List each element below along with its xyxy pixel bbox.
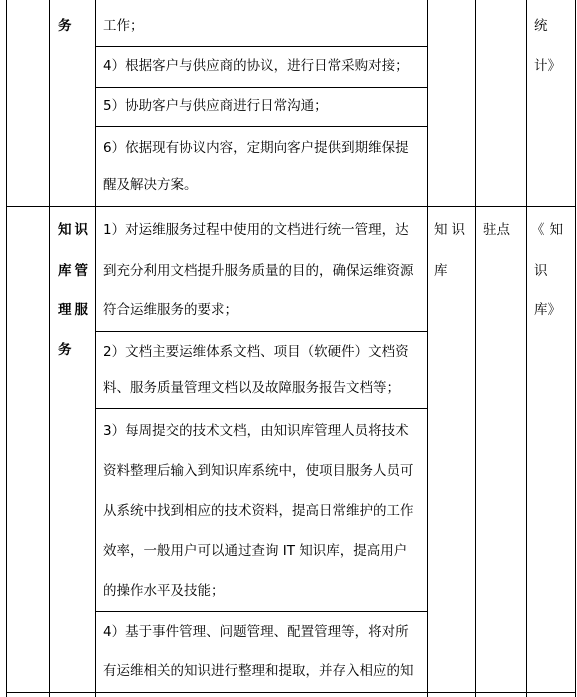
- service-mode-text: 驻点: [483, 222, 510, 238]
- service-item-text: 醒及解决方案。: [103, 177, 198, 193]
- service-item-text: 2）文档主要运维体系文档、项目（软硬件）文档资: [103, 344, 409, 360]
- service-category-label: 理服: [58, 302, 91, 318]
- deliverable-text: 《知: [531, 222, 568, 238]
- service-item-text: 4）根据客户与供应商的协议，进行日常采购对接；: [103, 58, 409, 74]
- table-bottom-border: [6, 692, 576, 693]
- service-item-text: 从系统中找到相应的技术资料，提高日常维护的工作: [103, 503, 414, 519]
- row-border: [95, 46, 428, 47]
- section-border: [6, 206, 576, 207]
- service-item-text: 5）协助客户与供应商进行日常沟通；: [103, 98, 328, 114]
- service-category-label: 务: [58, 18, 75, 34]
- service-category-label: 知识: [58, 222, 91, 238]
- deliverable-text: 计》: [534, 58, 561, 74]
- col-border-5: [475, 0, 476, 697]
- service-item-text: 工作；: [103, 18, 144, 34]
- resource-text: 知识: [434, 222, 469, 238]
- service-item-text: 到充分利用文档提升服务质量的目的，确保运维资源: [103, 263, 414, 279]
- col-border-3: [95, 0, 96, 697]
- col-border-4: [427, 0, 428, 697]
- col-border-7: [575, 0, 576, 697]
- service-item-text: 效率，一般用户可以通过查询 IT 知识库，提高用户: [103, 543, 408, 559]
- deliverable-text: 统: [534, 18, 548, 34]
- resource-text: 库: [434, 263, 448, 279]
- service-item-text: 6）依据现有协议内容，定期向客户提供到期维保提: [103, 140, 409, 156]
- col-border-1: [6, 0, 7, 697]
- service-item-text: 有运维相关的知识进行整理和提取，并存入相应的知: [103, 663, 414, 679]
- service-item-text: 的操作水平及技能；: [103, 583, 225, 599]
- col-border-6: [526, 0, 527, 697]
- service-item-text: 符合运维服务的要求；: [103, 302, 238, 318]
- service-item-text: 1）对运维服务过程中使用的文档进行统一管理，达: [103, 222, 409, 238]
- deliverable-text: 识: [534, 263, 548, 279]
- deliverable-text: 库》: [534, 302, 561, 318]
- service-item-text: 4）基于事件管理、问题管理、配置管理等，将对所: [103, 624, 409, 640]
- row-border: [95, 331, 428, 332]
- service-item-text: 3）每周提交的技术文档，由知识库管理人员将技术: [103, 423, 409, 439]
- row-border: [95, 408, 428, 409]
- service-category-label: 库管: [58, 263, 91, 279]
- row-border: [95, 126, 428, 127]
- service-category-label: 务: [58, 342, 75, 358]
- col-border-2: [49, 0, 50, 697]
- row-border: [95, 611, 428, 612]
- service-item-text: 资料整理后输入到知识库系统中，使项目服务人员可: [103, 463, 414, 479]
- service-item-text: 料、服务质量管理文档以及故障服务报告文档等；: [103, 380, 400, 396]
